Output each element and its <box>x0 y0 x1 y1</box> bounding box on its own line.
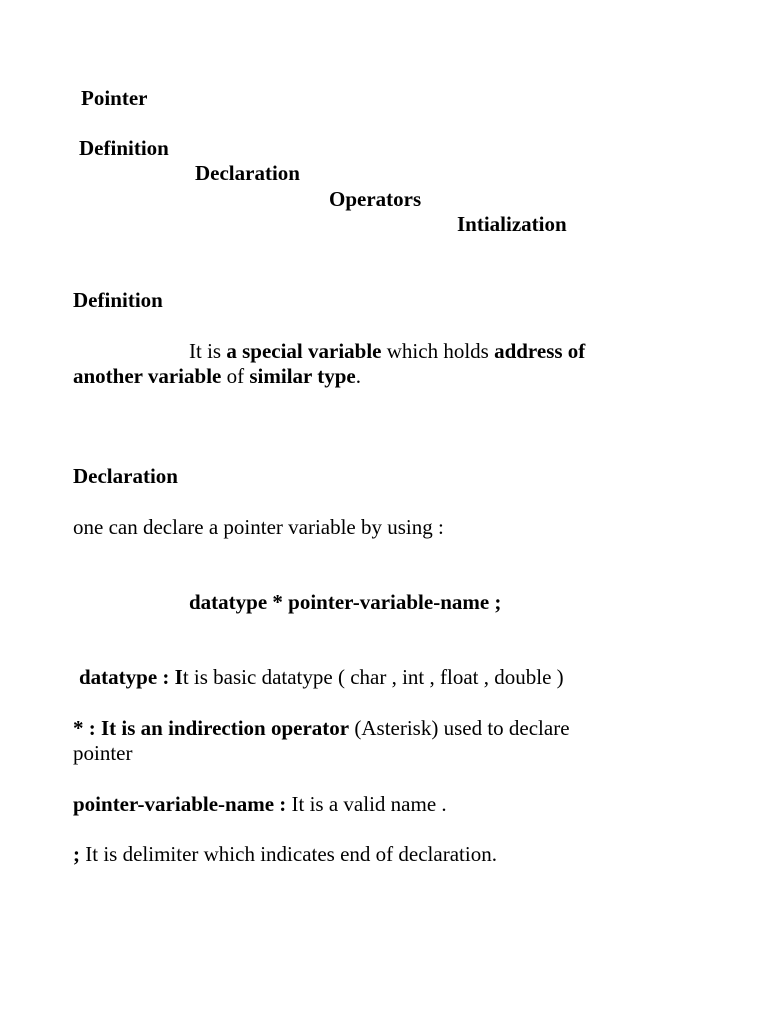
asterisk-description: * : It is an indirection operator (Asterisk) used to declare <box>73 716 570 740</box>
variable-name-description: pointer-variable-name : It is a valid name . <box>73 792 447 816</box>
asterisk-description-cont: pointer <box>73 741 133 765</box>
datatype-description: datatype : It is basic datatype ( char , int , float , double ) <box>79 665 564 689</box>
toc-operators: Operators <box>329 187 422 211</box>
toc-declaration: Declaration <box>195 161 300 185</box>
toc-initialization: Intialization <box>457 212 567 236</box>
declaration-heading: Declaration <box>73 464 178 488</box>
definition-text-line-2: another variable of similar type. <box>73 364 361 388</box>
definition-heading: Definition <box>73 288 163 312</box>
definition-text-line-1: It is a special variable which holds address of <box>189 339 586 363</box>
declaration-intro: one can declare a pointer variable by using : <box>73 515 444 539</box>
toc-definition: Definition <box>79 136 169 160</box>
declaration-syntax: datatype * pointer-variable-name ; <box>189 590 502 614</box>
semicolon-description: ; It is delimiter which indicates end of declaration. <box>73 842 497 866</box>
page-title: Pointer <box>81 86 148 110</box>
